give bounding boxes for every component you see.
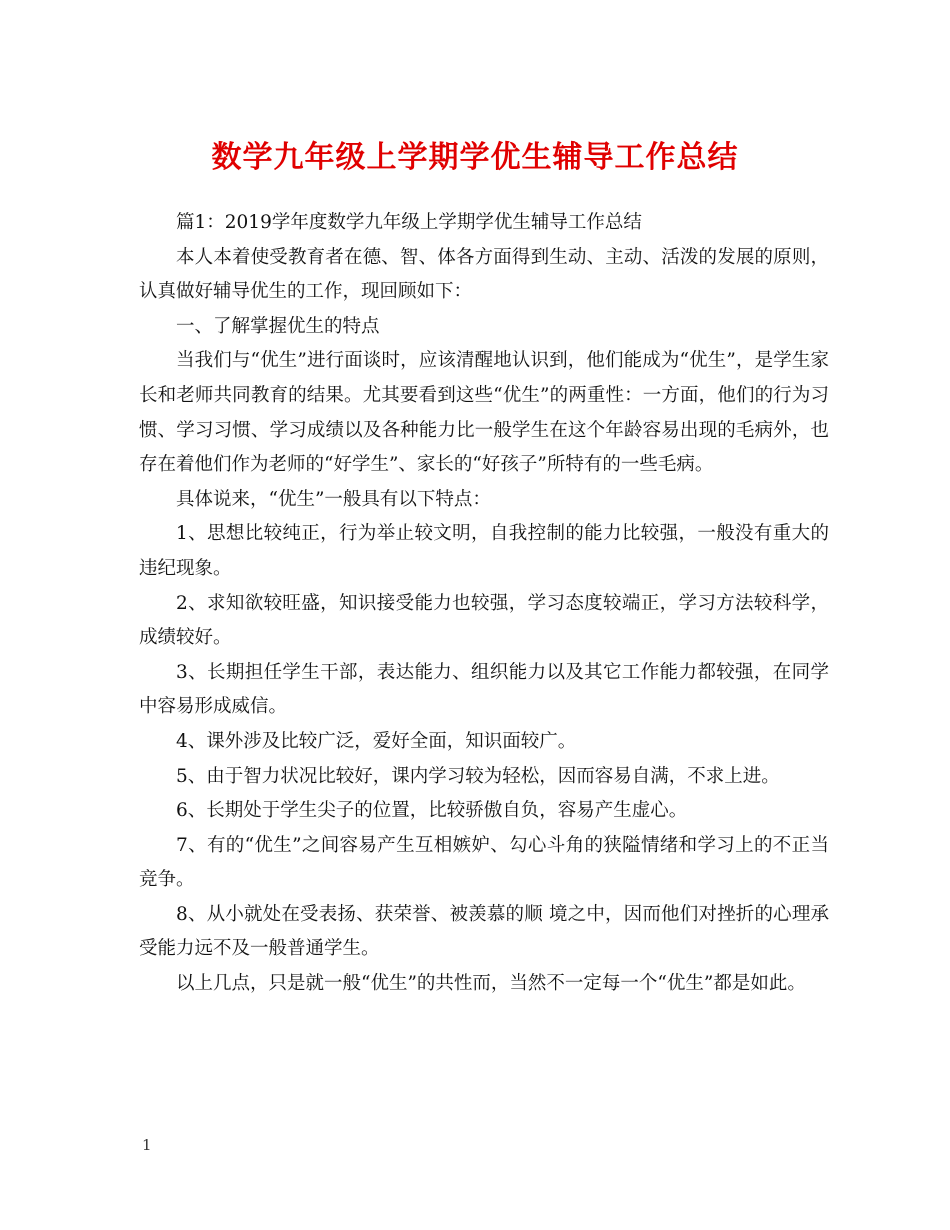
- section-heading: 一、了解掌握优生的特点: [176, 315, 380, 337]
- list-item-3: 3、长期担任学生干部，表达能力、组织能力以及其它工作能力都较强，在同学中容易形成威信。: [139, 661, 829, 718]
- paragraph-2: 本人本着使受教育者在德、智、体各方面得到生动、主动、活泼的发展的原则，认真做好辅导优生的工作，现回顾如下：: [139, 246, 829, 303]
- paragraph-1: 篇1：2019学年度数学九年级上学期学优生辅导工作总结: [176, 212, 642, 233]
- list-item-4: 4、课外涉及比较广泛，爱好全面，知识面较广。: [176, 730, 577, 752]
- page-number: 1: [142, 1136, 152, 1154]
- document-body: [139, 206, 829, 1002]
- paragraph-5: 以上几点，只是就一般“优生”的共性而，当然不一定每一个“优生”都是如此。: [176, 973, 806, 995]
- list-item-8: 8、从小就处在受表扬、获荣誉、被羡慕的顺 境之中，因而他们对挫折的心理承受能力远不及一般普通学生。: [139, 903, 829, 960]
- list-item-2: 2、求知欲较旺盛，知识接受能力也较强，学习态度较端正，学习方法较科学，成绩较好。: [139, 592, 829, 649]
- list-item-6: 6、长期处于学生尖子的位置，比较骄傲自负，容易产生虚心。: [176, 800, 688, 822]
- document-title: 数学九年级上学期学优生辅导工作总结: [211, 140, 739, 175]
- paragraph-4: 具体说来，“优生”一般具有以下特点：: [176, 488, 491, 510]
- paragraph-3: 当我们与“优生”进行面谈时，应该清醒地认识到，他们能成为“优生”，是学生家长和老师共同教育的结果。尤其要看到这些“优生”的两重性：一方面，他们的行为习惯、学习习惯、学习成绩以及各种能力比一般学生在这个年龄容易出现的毛病外，也存在着他们作为老师的“好学生”、家长的“好孩子”所特有的一些毛病。: [139, 350, 829, 476]
- list-item-7: 7、有的“优生”之间容易产生互相嫉妒、勾心斗角的狭隘情绪和学习上的不正当竞争。: [139, 834, 829, 891]
- list-item-5: 5、由于智力状况比较好，课内学习较为轻松，因而容易自满，不求上进。: [176, 765, 780, 787]
- list-item-1: 1、思想比较纯正，行为举止较文明，自我控制的能力比较强，一般没有重大的违纪现象。: [139, 523, 829, 579]
